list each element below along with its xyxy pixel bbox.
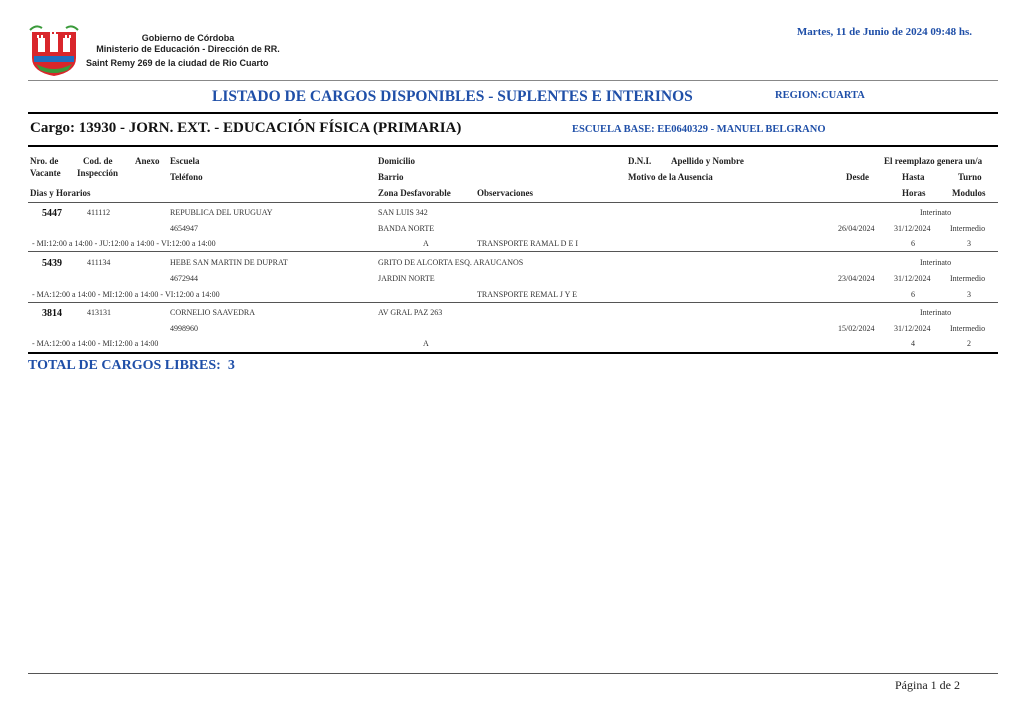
divider-title <box>28 112 998 114</box>
row-desde: 23/04/2024 <box>838 274 875 283</box>
col-observaciones: Observaciones <box>477 188 533 198</box>
table-bottom-divider <box>28 352 998 354</box>
col-apellido: Apellido y Nombre <box>671 156 744 166</box>
row-telefono: 4672944 <box>170 274 198 283</box>
col-domicilio: Domicilio <box>378 156 415 166</box>
row-modulos: 3 <box>967 290 971 299</box>
row-zona: A <box>423 339 429 348</box>
row-telefono: 4998960 <box>170 324 198 333</box>
col-motivo: Motivo de la Ausencia <box>628 172 713 182</box>
total-cargos: TOTAL DE CARGOS LIBRES: 3 <box>28 358 235 373</box>
row-zona: A <box>423 239 429 248</box>
col-barrio: Barrio <box>378 172 404 182</box>
row-domicilio: AV GRAL PAZ 263 <box>378 308 443 317</box>
col-modulos: Modulos <box>952 188 986 198</box>
row-barrio: JARDIN NORTE <box>378 274 435 283</box>
row-barrio: BANDA NORTE <box>378 224 435 233</box>
col-reemplazo: El reemplazo genera un/a <box>884 156 983 166</box>
row-divider <box>28 302 998 303</box>
col-escuela: Escuela <box>170 156 200 166</box>
row-observaciones: TRANSPORTE REMAL J Y E <box>477 290 577 299</box>
divider-header <box>28 202 998 203</box>
col-zona: Zona Desfavorable <box>378 188 451 198</box>
row-escuela: HEBE SAN MARTIN DE DUPRAT <box>170 258 288 267</box>
row-turno: Intermedio <box>950 224 986 233</box>
footer-divider <box>28 673 998 674</box>
row-hasta: 31/12/2024 <box>894 324 931 333</box>
divider-cargo <box>28 145 998 147</box>
cordoba-coat-of-arms-icon <box>28 24 80 78</box>
row-domicilio: SAN LUIS 342 <box>378 208 428 217</box>
row-desde: 26/04/2024 <box>838 224 875 233</box>
report-title: LISTADO DE CARGOS DISPONIBLES - SUPLENTES E INTERINOS <box>212 88 693 105</box>
org-line-2: Ministerio de Educación - Dirección de RR. <box>96 44 280 54</box>
report-datetime: Martes, 11 de Junio de 2024 09:48 hs. <box>796 26 972 38</box>
row-horas: 6 <box>911 290 915 299</box>
row-cod: 411112 <box>87 208 111 217</box>
row-observaciones: TRANSPORTE RAMAL D E I <box>477 239 579 248</box>
row-tipo: Interinato <box>920 258 952 267</box>
col-telefono: Teléfono <box>170 172 203 182</box>
col-turno: Turno <box>958 172 982 182</box>
col-nro-vacante: Nro. de <box>30 156 59 166</box>
row-turno: Intermedio <box>950 324 986 333</box>
row-horarios: - MA:12:00 a 14:00 - MI:12:00 a 14:00 - VI:12:00 a 14:00 <box>32 290 220 299</box>
col-desde: Desde <box>846 172 869 182</box>
page-number: Página 1 de 2 <box>895 678 960 692</box>
row-divider <box>28 251 998 252</box>
org-line-3: Saint Remy 269 de la ciudad de Rio Cuarto <box>86 58 269 68</box>
col-dias-horarios: Dias y Horarios <box>30 188 91 198</box>
org-line-1: Gobierno de Córdoba <box>141 33 235 43</box>
row-vacante: 3814 <box>42 308 62 319</box>
col-cod-insp-2: Inspección <box>77 168 119 178</box>
row-vacante: 5439 <box>42 258 62 269</box>
cargo-title: Cargo: 13930 - JORN. EXT. - EDUCACIÓN FÍSICA (PRIMARIA) <box>30 120 462 136</box>
row-turno: Intermedio <box>950 274 986 283</box>
row-horas: 4 <box>911 339 915 348</box>
col-nro-vacante-2: Vacante <box>30 168 61 178</box>
row-vacante: 5447 <box>42 208 62 219</box>
row-horarios: - MA:12:00 a 14:00 - MI:12:00 a 14:00 <box>32 339 159 348</box>
row-modulos: 2 <box>967 339 971 348</box>
escuela-base: ESCUELA BASE: EE0640329 - MANUEL BELGRANO <box>572 124 826 135</box>
row-hasta: 31/12/2024 <box>894 274 931 283</box>
row-desde: 15/02/2024 <box>838 324 875 333</box>
row-hasta: 31/12/2024 <box>894 224 931 233</box>
row-cod: 413131 <box>87 308 111 317</box>
row-escuela: REPUBLICA DEL URUGUAY <box>170 208 273 217</box>
col-dni: D.N.I. <box>628 156 652 166</box>
col-hasta: Hasta <box>902 172 925 182</box>
region-label: REGION:CUARTA <box>775 90 865 101</box>
row-domicilio: GRITO DE ALCORTA ESQ. ARAUCANOS <box>378 258 524 267</box>
col-anexo: Anexo <box>135 156 160 166</box>
row-cod: 411134 <box>87 258 111 267</box>
row-horas: 6 <box>911 239 915 248</box>
row-horarios: - MI:12:00 a 14:00 - JU:12:00 a 14:00 - VI:12:00 a 14:00 <box>32 239 216 248</box>
divider-top <box>28 80 998 81</box>
row-telefono: 4654947 <box>170 224 198 233</box>
col-horas: Horas <box>902 188 926 198</box>
row-modulos: 3 <box>967 239 971 248</box>
row-tipo: Interinato <box>920 308 952 317</box>
row-tipo: Interinato <box>920 208 952 217</box>
row-escuela: CORNELIO SAAVEDRA <box>170 308 255 317</box>
col-cod-insp: Cod. de <box>83 156 113 166</box>
